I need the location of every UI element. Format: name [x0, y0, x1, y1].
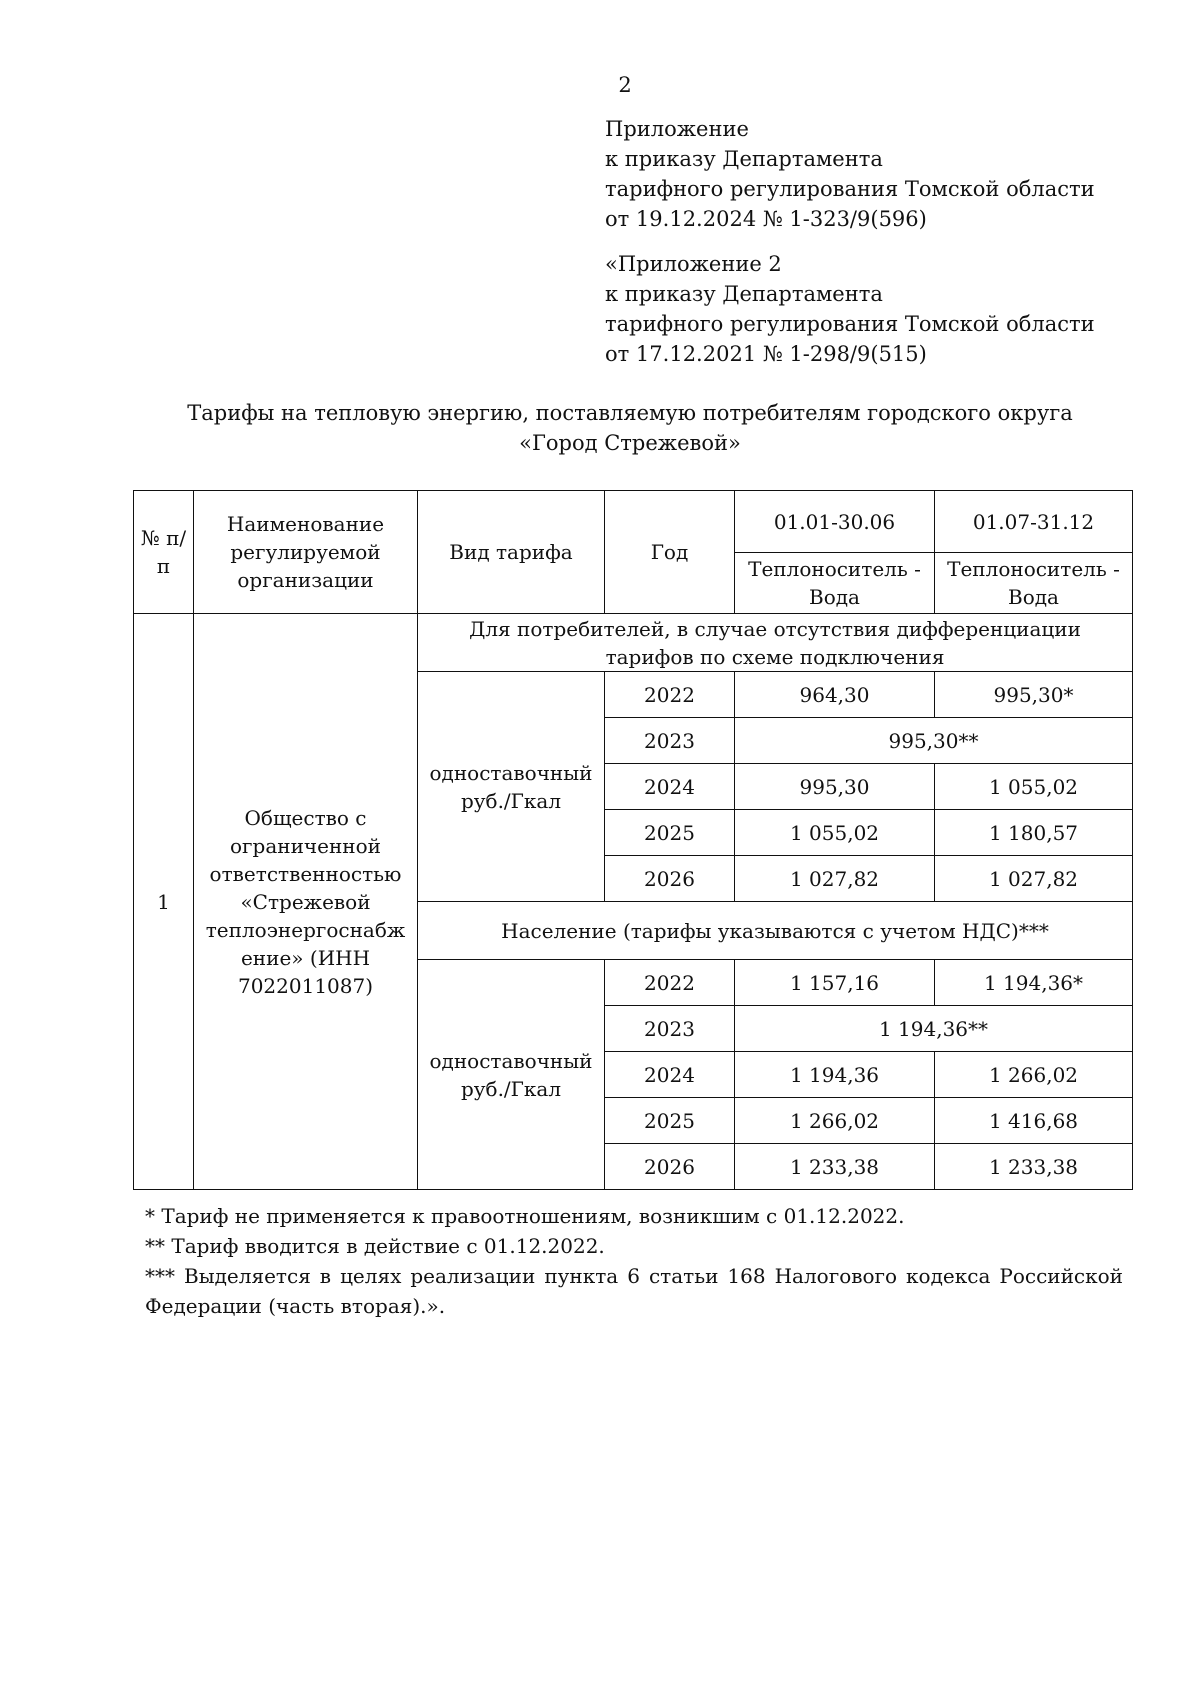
- appendix-line: от 19.12.2024 № 1-323/9(596): [605, 207, 927, 231]
- header-period-second-half: 01.07-31.12: [935, 491, 1133, 553]
- footnote: ** Тариф вводится в действие с 01.12.2022.: [145, 1234, 605, 1258]
- year-cell: 2022: [605, 960, 735, 1006]
- table-title-line: Тарифы на тепловую энергию, поставляемую потребителям городского округа: [187, 401, 1073, 425]
- section-heading-row: [134, 614, 1133, 672]
- header-carrier-first-half: Теплоноситель - Вода: [735, 553, 935, 614]
- tariff-value-second-half: 1 416,68: [935, 1098, 1133, 1144]
- year-cell: 2025: [605, 1098, 735, 1144]
- tariff-value-second-half: 995,30*: [935, 672, 1133, 718]
- tariff-value-first-half: 1 055,02: [735, 810, 935, 856]
- tariff-value-second-half: 1 266,02: [935, 1052, 1133, 1098]
- appendix-line: тарифного регулирования Томской области: [605, 177, 1095, 201]
- tariff-value-first-half: 1 194,36: [735, 1052, 935, 1098]
- table-title: [130, 398, 1130, 458]
- tariff-value-second-half: 1 055,02: [935, 764, 1133, 810]
- year-cell: 2026: [605, 1144, 735, 1190]
- year-cell: 2024: [605, 764, 735, 810]
- year-cell: 2023: [605, 718, 735, 764]
- footnote: * Тариф не применяется к правоотношениям, возникшим с 01.12.2022.: [145, 1204, 905, 1228]
- appendix-line: «Приложение 2: [605, 252, 782, 276]
- appendix-line: к приказу Департамента: [605, 282, 883, 306]
- section-heading: Для потребителей, в случае отсутствия дифференциации тарифов по схеме подключения: [418, 614, 1133, 672]
- header-row: [134, 491, 1133, 553]
- header-carrier-second-half: Теплоноситель - Вода: [935, 553, 1133, 614]
- tariff-type: одноставочный руб./Гкал: [418, 960, 605, 1190]
- footnotes: [145, 1201, 1123, 1321]
- tariff-value-full-year: 995,30**: [735, 718, 1133, 764]
- tariff-type: одноставочный руб./Гкал: [418, 672, 605, 902]
- header-number: № п/п: [134, 491, 194, 614]
- tariff-value-full-year: 1 194,36**: [735, 1006, 1133, 1052]
- tariff-table: [133, 490, 1133, 1190]
- row-number: 1: [134, 614, 194, 1190]
- header-tariff-type: Вид тарифа: [418, 491, 605, 614]
- appendix-header-original: [605, 249, 1095, 369]
- tariff-value-second-half: 1 194,36*: [935, 960, 1133, 1006]
- year-cell: 2022: [605, 672, 735, 718]
- section-heading: Население (тарифы указываются с учетом НДС)***: [418, 902, 1133, 960]
- appendix-line: от 17.12.2021 № 1-298/9(515): [605, 342, 927, 366]
- appendix-header-current: [605, 114, 1095, 234]
- table-title-line: «Город Стрежевой»: [519, 431, 741, 455]
- appendix-line: тарифного регулирования Томской области: [605, 312, 1095, 336]
- year-cell: 2026: [605, 856, 735, 902]
- header-period-first-half: 01.01-30.06: [735, 491, 935, 553]
- appendix-line: к приказу Департамента: [605, 147, 883, 171]
- header-year: Год: [605, 491, 735, 614]
- tariff-value-second-half: 1 180,57: [935, 810, 1133, 856]
- tariff-value-second-half: 1 233,38: [935, 1144, 1133, 1190]
- year-cell: 2025: [605, 810, 735, 856]
- year-cell: 2023: [605, 1006, 735, 1052]
- tariff-value-first-half: 964,30: [735, 672, 935, 718]
- tariff-value-first-half: 1 266,02: [735, 1098, 935, 1144]
- tariff-value-first-half: 1 233,38: [735, 1144, 935, 1190]
- tariff-value-first-half: 995,30: [735, 764, 935, 810]
- footnote: *** Выделяется в целях реализации пункта 6 статьи 168 Налогового кодекса Российской Федерации (часть вторая).».: [145, 1264, 1123, 1318]
- tariff-value-second-half: 1 027,82: [935, 856, 1133, 902]
- header-organization: Наименование регулируемой организации: [194, 491, 418, 614]
- organization-name: Общество с ограниченной ответственностью «Стрежевой теплоэнергоснабж ение» (ИНН 7022011087): [194, 614, 418, 1190]
- year-cell: 2024: [605, 1052, 735, 1098]
- tariff-value-first-half: 1 157,16: [735, 960, 935, 1006]
- appendix-line: Приложение: [605, 117, 749, 141]
- page-number: 2: [618, 73, 632, 97]
- tariff-value-first-half: 1 027,82: [735, 856, 935, 902]
